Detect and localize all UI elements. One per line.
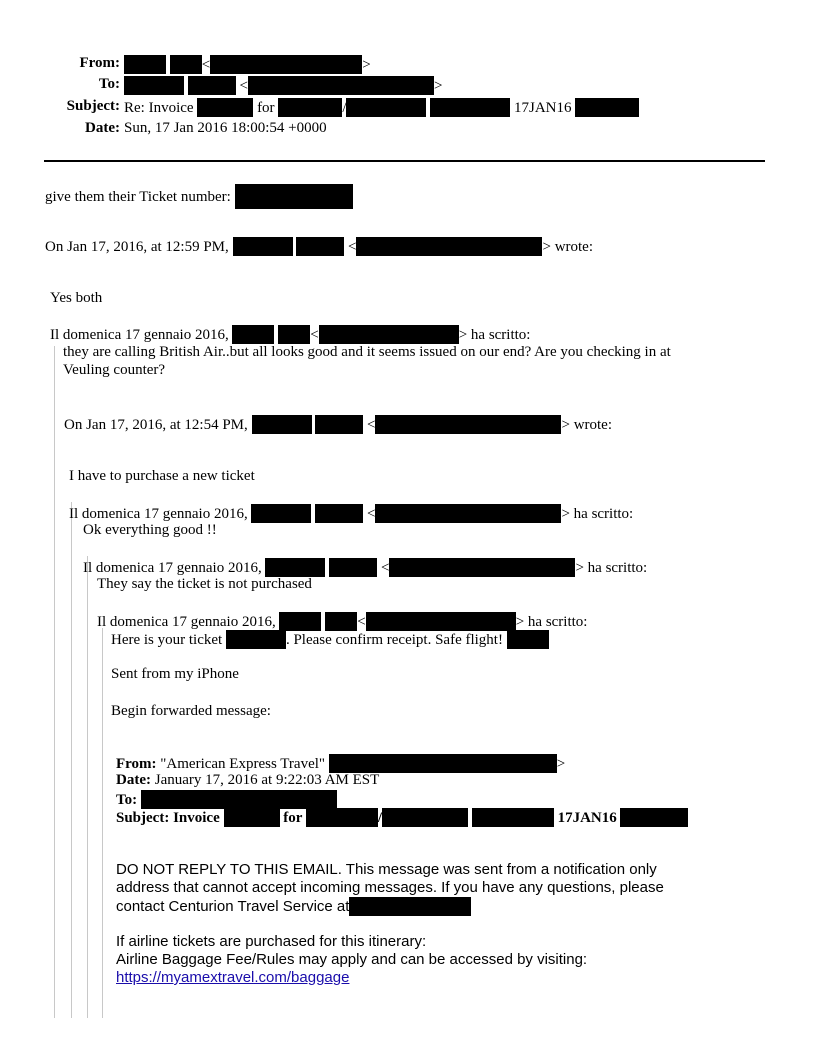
redaction [315, 415, 363, 434]
redaction [319, 325, 459, 344]
subject-value: Re: Invoice for / 17JAN16 [124, 98, 639, 117]
redaction [315, 504, 363, 523]
redaction [430, 98, 510, 117]
redaction [232, 325, 274, 344]
quote-bar [54, 346, 55, 1018]
redaction [124, 76, 184, 95]
airline-line-1: If airline tickets are purchased for this itinerary: [116, 933, 427, 950]
fwd-subject: Subject: Invoice for / 17JAN16 [116, 808, 688, 827]
redaction [375, 415, 561, 434]
wrote-line-1: On Jan 17, 2016, at 12:59 PM, < > wrote: [45, 239, 594, 255]
redaction [226, 630, 286, 649]
redaction [235, 184, 353, 209]
here-is-ticket: Here is your ticket . Please confirm receipt. Safe flight! [111, 630, 549, 649]
british-air-line-2: Veuling counter? [63, 362, 166, 378]
subject-label: Subject: [66, 98, 120, 114]
redaction [329, 754, 557, 773]
quote-bar [87, 556, 88, 1018]
ha-scritto-line-3: Il domenica 17 gennaio 2016, < > ha scritto: [83, 560, 648, 576]
date-value: Sun, 17 Jan 2016 18:00:54 +0000 [124, 120, 327, 136]
redaction [296, 237, 344, 256]
purchase-new: I have to purchase a new ticket [69, 468, 255, 484]
redaction [375, 504, 561, 523]
redaction [188, 76, 236, 95]
to-label: To: [98, 76, 120, 92]
ticket-line: give them their Ticket number: [45, 184, 353, 209]
quote-bar [71, 502, 72, 1018]
redaction [349, 897, 471, 916]
redaction [389, 558, 575, 577]
redaction [233, 237, 293, 256]
from-label: From: [79, 55, 120, 71]
date-label: Date: [85, 120, 120, 136]
redaction [210, 55, 362, 74]
yes-both: Yes both [50, 290, 103, 306]
redaction [170, 55, 202, 74]
notice-line-3: contact Centurion Travel Service at [116, 897, 471, 916]
header-divider [44, 160, 765, 162]
notice-line-1: DO NOT REPLY TO THIS EMAIL. This message was sent from a notification only [116, 861, 657, 878]
baggage-link-line [116, 969, 349, 986]
redaction [252, 415, 312, 434]
sent-from: Sent from my iPhone [111, 666, 239, 682]
redaction [382, 808, 468, 827]
redaction [251, 504, 311, 523]
redaction [278, 325, 310, 344]
redaction [620, 808, 688, 827]
redaction [224, 808, 280, 827]
redaction [124, 55, 166, 74]
redaction [278, 98, 342, 117]
redaction [279, 612, 321, 631]
redaction [329, 558, 377, 577]
redaction [575, 98, 639, 117]
fwd-date: Date: January 17, 2016 at 9:22:03 AM EST [116, 772, 380, 788]
redaction [141, 790, 337, 809]
baggage-link[interactable]: https://myamextravel.com/baggage [116, 969, 350, 986]
redaction [366, 612, 516, 631]
redaction [356, 237, 542, 256]
fwd-from: From: "American Express Travel" > [116, 756, 566, 772]
quote-bar [102, 628, 103, 1018]
not-purchased: They say the ticket is not purchased [97, 576, 312, 592]
ha-scritto-line-2: Il domenica 17 gennaio 2016, < > ha scritto: [69, 506, 634, 522]
ha-scritto-line-1: Il domenica 17 gennaio 2016, < > ha scritto: [50, 327, 531, 343]
redaction [265, 558, 325, 577]
redaction [346, 98, 426, 117]
redaction [306, 808, 378, 827]
notice-line-2: address that cannot accept incoming messages. If you have any questions, please [116, 879, 664, 896]
wrote-line-2: On Jan 17, 2016, at 12:54 PM, < > wrote: [64, 417, 613, 433]
from-value: < > [124, 55, 371, 74]
redaction [507, 630, 549, 649]
begin-forwarded: Begin forwarded message: [111, 703, 271, 719]
redaction [248, 76, 434, 95]
fwd-to: To: [116, 790, 337, 809]
ha-scritto-line-4: Il domenica 17 gennaio 2016, < > ha scritto: [97, 614, 588, 630]
airline-line-2: Airline Baggage Fee/Rules may apply and can be accessed by visiting: [116, 951, 588, 968]
redaction [197, 98, 253, 117]
british-air-line-1: they are calling British Air..but all looks good and it seems issued on our end? Are you checking in at [63, 344, 671, 360]
redaction [325, 612, 357, 631]
to-value: < > [124, 76, 442, 95]
redaction [472, 808, 554, 827]
ok-everything: Ok everything good !! [83, 522, 217, 538]
